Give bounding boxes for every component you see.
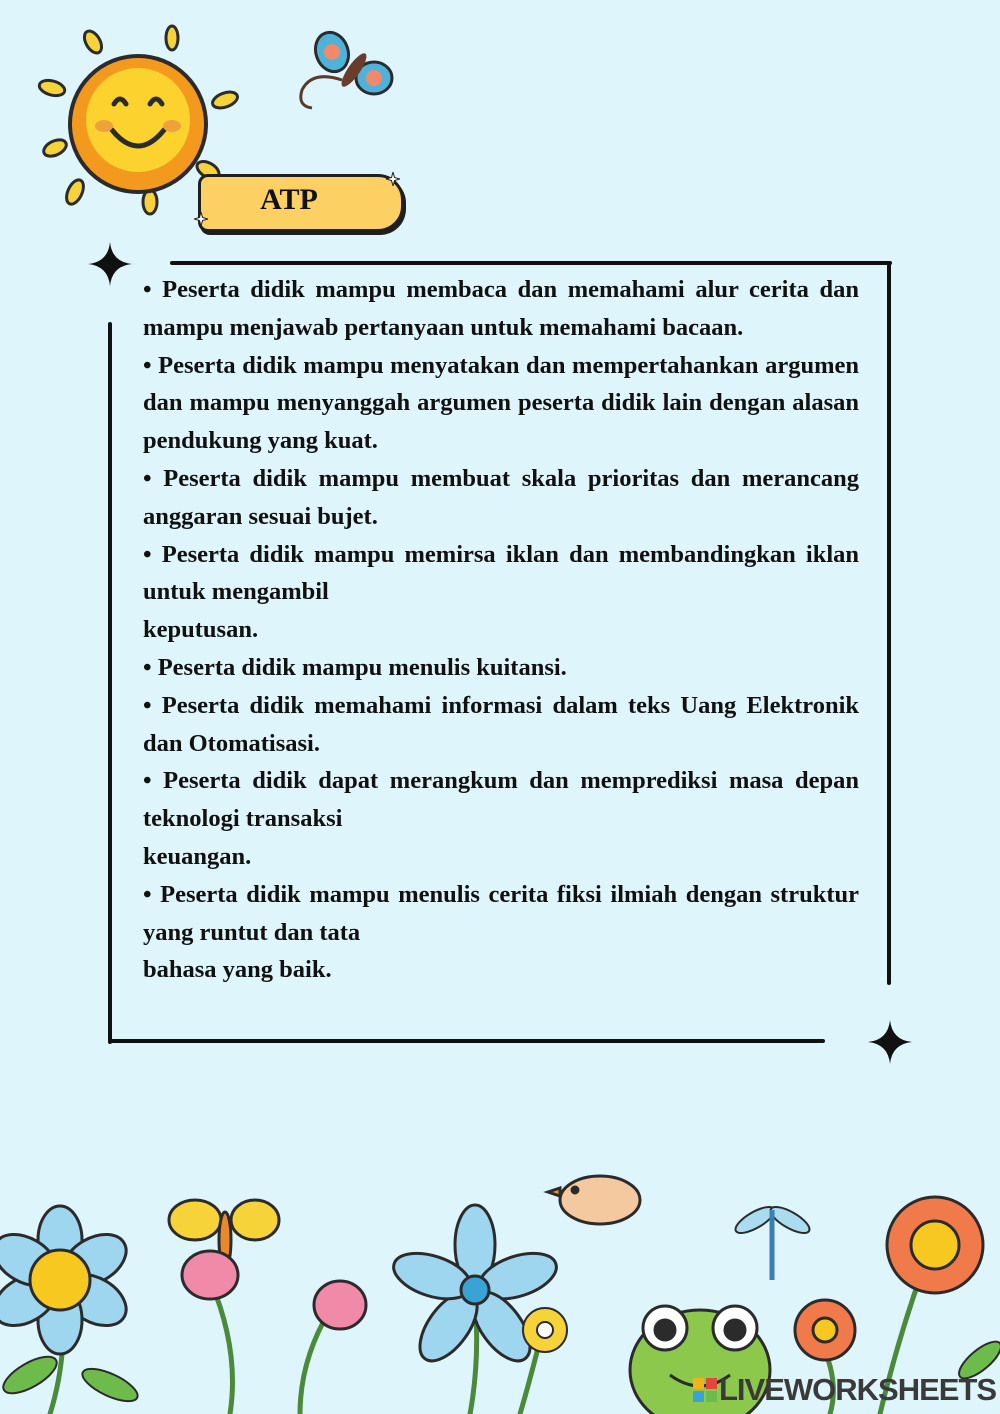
objective-item: • Peserta didik memahami informasi dalam teks Uang Elektronik dan Otomatisasi. — [143, 691, 859, 757]
star-icon — [386, 172, 400, 186]
objective-item: • Peserta didik mampu membaca dan memahami alur cerita dan mampu menjawab pertanyaan untuk memahami bacaan. — [143, 276, 859, 341]
title-badge — [198, 174, 404, 232]
objective-item-continuation: bahasa yang baik. — [143, 956, 332, 984]
liveworksheets-watermark — [693, 1372, 997, 1408]
frame-bottom-line — [108, 1039, 825, 1043]
bird-icon — [548, 1176, 640, 1224]
objective-item: • Peserta didik mampu memirsa iklan dan membandingkan iklan untuk mengambil — [143, 540, 859, 606]
objective-item: • Peserta didik mampu menulis cerita fiksi ilmiah dengan struktur yang runtut dan tata — [143, 880, 859, 946]
liveworksheets-logo-icon — [693, 1378, 717, 1402]
frame-left-line — [108, 322, 112, 1044]
dragonfly-icon — [732, 1202, 813, 1280]
sparkle-icon — [868, 1020, 912, 1064]
objective-item: • Peserta didik mampu membuat skala prioritas dan merancang anggaran sesuai bujet. — [143, 464, 859, 530]
flower-icon — [0, 1206, 135, 1354]
frame-top-line — [170, 261, 892, 265]
sparkle-icon — [88, 242, 132, 286]
objective-item: • Peserta didik mampu menyatakan dan mempertahankan argumen dan mampu menyanggah argumen peserta didik lain dengan alasan pendukung yang kuat. — [143, 351, 859, 455]
butterfly-icon — [292, 30, 402, 125]
objectives-list — [143, 271, 859, 989]
objective-item: • Peserta didik dapat merangkum dan memprediksi masa depan teknologi transaksi — [143, 767, 859, 833]
objective-item-continuation: keputusan. — [143, 616, 259, 644]
star-icon — [194, 212, 208, 226]
objective-item: • Peserta didik mampu menulis kuitansi. — [143, 653, 567, 681]
frame-right-line — [887, 261, 891, 985]
watermark-text: LIVEWORKSHEETS — [719, 1372, 997, 1407]
objective-item-continuation: keuangan. — [143, 842, 252, 870]
page-title: ATP — [260, 183, 318, 216]
